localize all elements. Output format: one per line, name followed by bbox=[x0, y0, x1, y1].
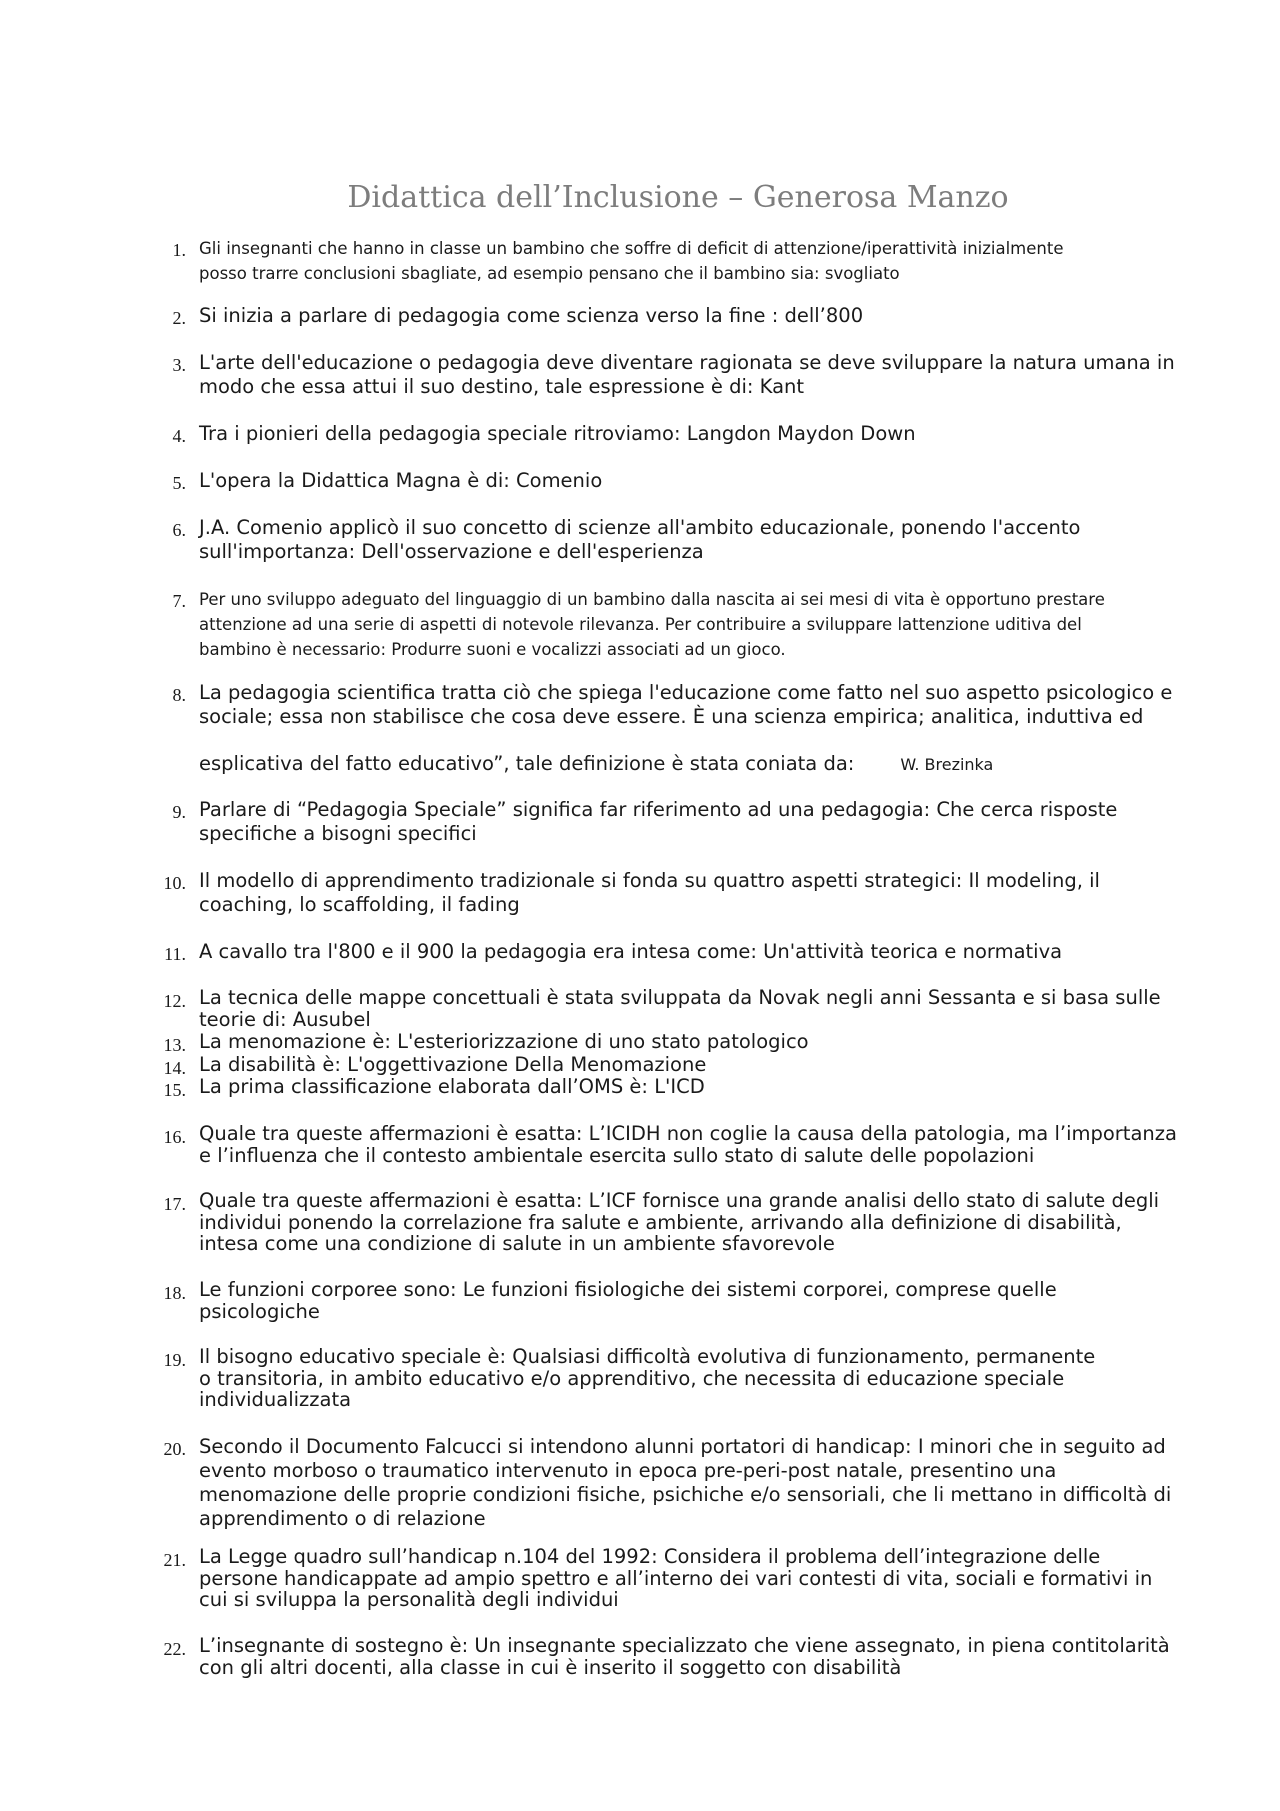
item-line: Si inizia a parlare di pedagogia come scienza verso la fine : dell’800 bbox=[199, 304, 864, 327]
item-line: Quale tra queste affermazioni è esatta: L’ICIDH non coglie la causa della patologia, ma l’importanza bbox=[199, 1122, 1177, 1145]
item-line: Quale tra queste affermazioni è esatta: L’ICF fornisce una grande analisi dello stato di salute degli bbox=[199, 1189, 1160, 1212]
item-number: 4. bbox=[172, 426, 186, 446]
item-line: menomazione delle proprie condizioni fisiche, psichiche e/o sensoriali, che li mettano in difficoltà di bbox=[199, 1483, 1172, 1506]
item-line: Secondo il Documento Falcucci si intendono alunni portatori di handicap: I minori che in seguito ad bbox=[199, 1435, 1166, 1458]
item-number: 1. bbox=[172, 240, 186, 260]
item-line: La Legge quadro sull’handicap n.104 del 1992: Considera il problema dell’integrazione delle bbox=[199, 1545, 1101, 1568]
item-line: apprendimento o di relazione bbox=[199, 1507, 486, 1530]
item-text bbox=[199, 1054, 1159, 1076]
item-number: 6. bbox=[172, 520, 186, 540]
item-number: 8. bbox=[172, 685, 186, 705]
item-number: 22. bbox=[163, 1639, 186, 1659]
item-number: 16. bbox=[163, 1127, 186, 1147]
item-text bbox=[199, 516, 1159, 564]
item-line: persone handicappate ad ampio spettro e all’interno dei vari contesti di vita, sociali e formativi in bbox=[199, 1566, 1153, 1590]
item-text bbox=[199, 1346, 1159, 1411]
item-line: Il modello di apprendimento tradizionale si fonda su quattro aspetti strategici: Il modeling, il bbox=[199, 869, 1100, 892]
item-line: Gli insegnanti che hanno in classe un bambino che soffre di deficit di attenzione/iperattività inizialmente bbox=[199, 239, 1064, 258]
item-number: 17. bbox=[163, 1194, 186, 1214]
item-line: A cavallo tra l'800 e il 900 la pedagogia era intesa come: Un'attività teorica e normativa bbox=[199, 940, 1063, 963]
item-number: 19. bbox=[163, 1350, 186, 1370]
item-line: specifiche a bisogni specifici bbox=[199, 822, 477, 845]
item-line: bambino è necessario: Produrre suoni e vocalizzi associati ad un gioco. bbox=[199, 640, 786, 659]
item-number: 21. bbox=[163, 1550, 186, 1570]
item-line: La disabilità è: L'oggettivazione Della Menomazione bbox=[199, 1053, 707, 1076]
item-line: evento morboso o traumatico intervenuto in epoca pre-peri-post natale, presentino una bbox=[199, 1459, 1057, 1482]
item-line: e l’influenza che il contesto ambientale esercita sullo stato di salute delle popolazioni bbox=[199, 1143, 1035, 1167]
item-text bbox=[199, 587, 1159, 662]
item-line: cui si sviluppa la personalità degli individui bbox=[199, 1588, 619, 1611]
item-line: Tra i pionieri della pedagogia speciale ritroviamo: Langdon Maydon Down bbox=[199, 422, 916, 445]
item-text bbox=[199, 1435, 1172, 1531]
item-answer: W. Brezinka bbox=[900, 755, 994, 774]
item-text bbox=[199, 422, 1159, 446]
item-line: psicologiche bbox=[199, 1299, 320, 1323]
item-line: attenzione ad una serie di aspetti di notevole rilevanza. Per contribuire a sviluppare lattenzione uditiva del bbox=[199, 615, 1082, 634]
item-line: teorie di: Ausubel bbox=[199, 1007, 371, 1031]
item-number: 14. bbox=[163, 1058, 186, 1078]
item-text bbox=[199, 1031, 1159, 1053]
item-number: 12. bbox=[163, 991, 186, 1011]
item-number: 11. bbox=[164, 944, 186, 964]
item-number: 3. bbox=[172, 355, 186, 375]
item-line: La tecnica delle mappe concettuali è stata sviluppata da Novak negli anni Sessanta e si basa sulle bbox=[199, 986, 1161, 1009]
item-text bbox=[199, 236, 1159, 286]
page-title: Didattica dell’Inclusione – Generosa Manzo bbox=[347, 180, 1009, 215]
item-number: 5. bbox=[172, 473, 186, 493]
item-text bbox=[199, 1634, 1170, 1679]
item-line: individui ponendo la correlazione fra salute e ambiente, arrivando alla definizione di disabilità, bbox=[199, 1210, 1122, 1234]
item-line: coaching, lo scaffolding, il fading bbox=[199, 893, 520, 916]
item-line: posso trarre conclusioni sbagliate, ad esempio pensano che il bambino sia: svogliato bbox=[199, 264, 900, 283]
item-line: La menomazione è: L'esteriorizzazione di uno stato patologico bbox=[199, 1030, 809, 1053]
item-number: 15. bbox=[163, 1080, 186, 1100]
item-line: Per uno sviluppo adeguato del linguaggio di un bambino dalla nascita ai sei mesi di vita è opportuno prestare bbox=[199, 590, 1105, 609]
item-text bbox=[199, 351, 1175, 399]
item-line: L’insegnante di sostegno è: Un insegnante specializzato che viene assegnato, in piena contitolarità bbox=[199, 1634, 1170, 1657]
item-text bbox=[199, 987, 1159, 1030]
item-text bbox=[199, 1546, 1159, 1611]
item-line: Le funzioni corporee sono: Le funzioni fisiologiche dei sistemi corporei, comprese quelle bbox=[199, 1278, 1057, 1301]
item-line: Il bisogno educativo speciale è: Qualsiasi difficoltà evolutiva di funzionamento, permanente bbox=[199, 1345, 1096, 1368]
item-number: 2. bbox=[172, 308, 186, 328]
item-text bbox=[199, 1190, 1159, 1255]
item-line: intesa come una condizione di salute in un ambiente sfavorevole bbox=[199, 1232, 835, 1255]
item-text bbox=[199, 1076, 1159, 1098]
item-line: esplicativa del fatto educativo”, tale definizione è stata coniata da: W. Brezinka bbox=[199, 752, 994, 775]
item-text bbox=[199, 1279, 1159, 1322]
item-line: modo che essa attui il suo destino, tale espressione è di: Kant bbox=[199, 375, 805, 398]
item-text bbox=[199, 798, 1159, 846]
item-line: sociale; essa non stabilisce che cosa deve essere. È una scienza empirica; analitica, induttiva ed bbox=[199, 705, 1144, 728]
item-text bbox=[199, 304, 1159, 328]
item-line: Parlare di “Pedagogia Speciale” significa far riferimento ad una pedagogia: Che cerca risposte bbox=[199, 798, 1118, 821]
item-text bbox=[199, 869, 1159, 917]
item-line: La prima classificazione elaborata dall’OMS è: L'ICD bbox=[199, 1075, 705, 1098]
item-line: J.A. Comenio applicò il suo concetto di scienze all'ambito educazionale, ponendo l'accento bbox=[199, 516, 1081, 539]
item-number: 18. bbox=[163, 1283, 186, 1303]
item-line: L'arte dell'educazione o pedagogia deve diventare ragionata se deve sviluppare la natura umana in bbox=[199, 351, 1175, 374]
item-number: 13. bbox=[163, 1035, 186, 1055]
item-line: individualizzata bbox=[199, 1388, 352, 1411]
item-number: 7. bbox=[172, 591, 186, 611]
item-text bbox=[199, 469, 1159, 493]
item-number: 10. bbox=[163, 873, 186, 893]
item-line: sull'importanza: Dell'osservazione e dell'esperienza bbox=[199, 540, 704, 563]
item-text bbox=[199, 940, 1159, 964]
item-line: con gli altri docenti, alla classe in cui è inserito il soggetto con disabilità bbox=[199, 1655, 902, 1679]
item-line: L'opera la Didattica Magna è di: Comenio bbox=[199, 469, 603, 492]
item-line: La pedagogia scientifica tratta ciò che spiega l'educazione come fatto nel suo aspetto psicologico e bbox=[199, 681, 1173, 704]
item-number: 9. bbox=[172, 802, 186, 822]
item-text bbox=[199, 1122, 1177, 1167]
item-number: 20. bbox=[163, 1439, 186, 1459]
item-line: o transitoria, in ambito educativo e/o apprenditivo, che necessita di educazione speciale bbox=[199, 1366, 1065, 1390]
